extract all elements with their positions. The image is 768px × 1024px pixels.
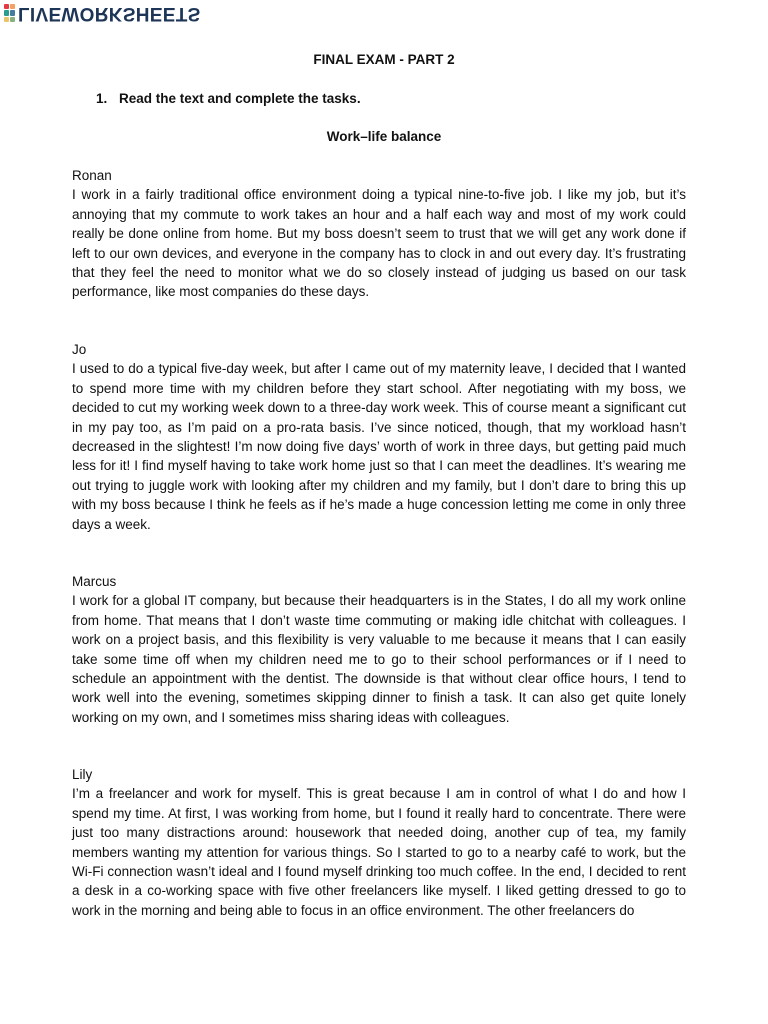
section-name: Lily: [72, 767, 93, 782]
logo-block: [4, 10, 9, 15]
section-paragraph: I work for a global IT company, but because their headquarters is in the States, I do all my work online from home. That means that I don’t waste time commuting or making idle chitchat with colleagues. I work on a project basis, and this flexibility is very valuable to me because it means that I can easily take some time off when my children need me to go to their school performances or if I need to schedule an appointment with the dentist. The downside is that without clear office hours, I tend to work well into the evening, sometimes skipping dinner to finish a task. It can also get quite lonely working on my own, and I sometimes miss sharing ideas with colleagues.: [72, 593, 686, 725]
task-number: 1.: [96, 91, 108, 106]
section-paragraph: I work in a fairly traditional office environment doing a typical nine-to-five job. I like my job, but it’s annoying that my commute to work takes an hour and a half each way and most of my work could really be done online from home. But my boss doesn’t seem to trust that we will get any work done if left to our own devices, and everyone in the company has to clock in and out every day. It’s frustrating that they feel the need to monitor what we do so closely instead of judging us based on our task performance, like most companies do these days.: [72, 187, 686, 300]
section-jo: [72, 340, 686, 534]
task-text: Read the text and complete the tasks.: [119, 91, 361, 106]
section-name: Jo: [72, 342, 87, 357]
logo-block: [10, 10, 15, 15]
logo-text: LIVEWORKSHEETS: [18, 2, 201, 24]
section-name: Marcus: [72, 574, 117, 589]
section-name: Ronan: [72, 168, 112, 183]
task-instruction: [96, 90, 361, 108]
exam-title: FINAL EXAM - PART 2: [313, 52, 455, 67]
section-lily: [72, 765, 686, 920]
text-title: Work–life balance: [326, 129, 442, 144]
section-ronan: [72, 166, 686, 302]
logo-block: [4, 4, 9, 9]
section-paragraph: I used to do a typical five-day week, but after I came out of my maternity leave, I decided that I wanted to spend more time with my children before they start school. After negotiating with my boss, we decided to cut my working week down to a three-day work week. This of course meant a significant cut in my pay too, as I’m paid on a pro-rata basis. I’ve since noticed, though, that my workload hasn’t decreased in the slightest! I’m now doing five days’ worth of work in three days, but getting paid much less for it! I find myself having to take work home just so that I can meet the deadlines. It’s wearing me out trying to juggle work with looking after my children and my family, but I don’t dare to bring this up with my boss because I think he feels as if he’s made a huge concession letting me come in only three days a week.: [72, 361, 686, 532]
logo-block: [4, 17, 9, 22]
logo-blocks-icon: [4, 4, 15, 22]
section-marcus: [72, 572, 686, 727]
logo-block: [10, 17, 15, 22]
section-paragraph: I’m a freelancer and work for myself. This is great because I am in control of what I do and how I spend my time. At first, I was working from home, but I found it really hard to concentrate. There were just too many distractions around: housework that needed doing, another cup of tea, my family members wanting my attention for various things. So I started to go to a nearby café to work, but the Wi-Fi connection wasn’t ideal and I found myself drinking too much coffee. In the end, I decided to rent a desk in a co-working space with five other freelancers like myself. I liked getting dressed to go to work in the morning and being able to focus in an office environment. The other freelancers do: [72, 786, 686, 918]
liveworksheets-logo: [4, 2, 201, 24]
logo-block: [10, 4, 15, 9]
